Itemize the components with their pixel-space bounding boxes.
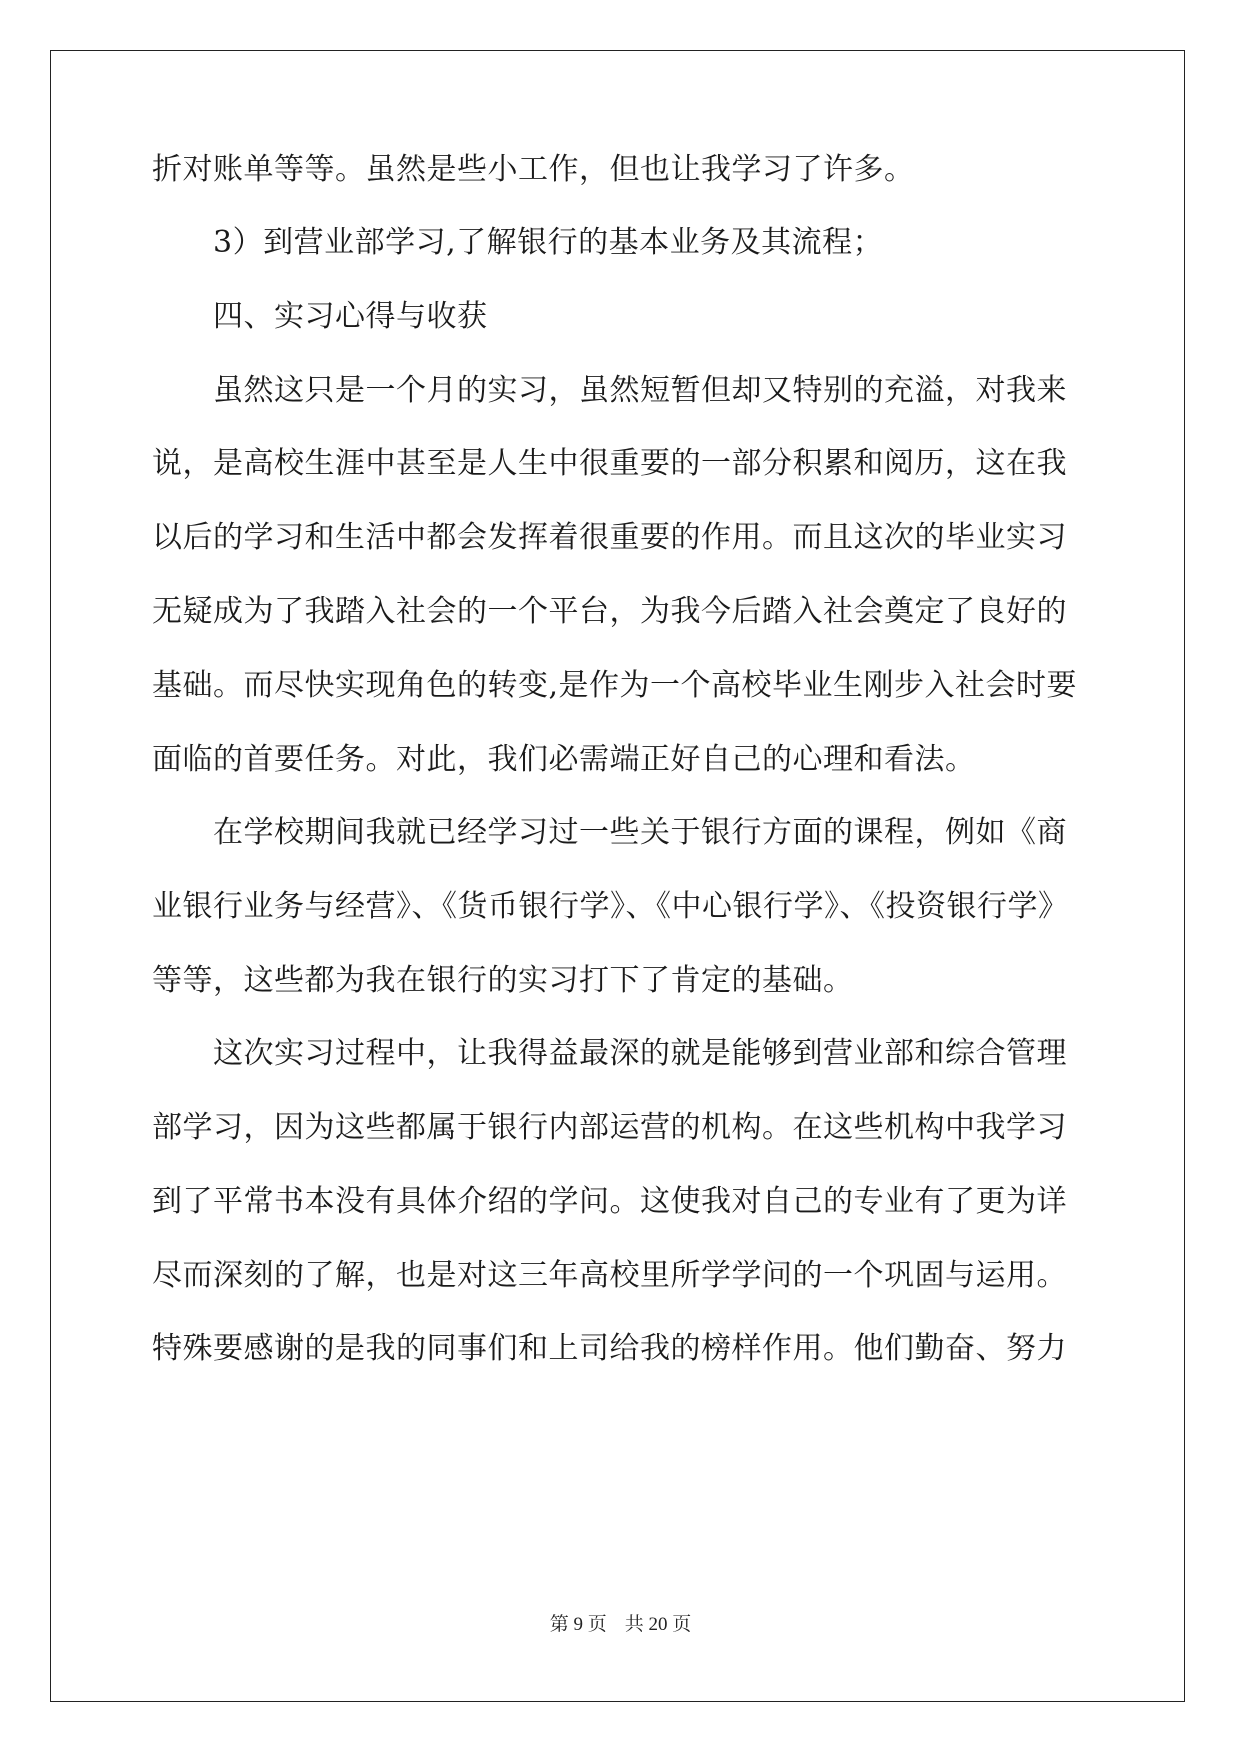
text-line: 在学校期间我就已经学习过一些关于银行方面的课程，例如《商: [213, 815, 1067, 850]
text-line: 部学习，因为这些都属于银行内部运营的机构。在这些机构中我学习: [152, 1110, 1067, 1145]
page-number: 第 9 页: [549, 1614, 607, 1635]
text-line: 尽而深刻的了解，也是对这三年高校里所学学问的一个巩固与运用。: [152, 1258, 1067, 1293]
text-line: 虽然这只是一个月的实习，虽然短暂但却又特别的充溢，对我来: [213, 373, 1067, 408]
text-line: 以后的学习和生活中都会发挥着很重要的作用。而且这次的毕业实习: [152, 520, 1067, 555]
text-line: 等等，这些都为我在银行的实习打下了肯定的基础。: [152, 963, 854, 998]
page-total: 共 20 页: [624, 1614, 692, 1635]
text-line: 3）到营业部学习,了解银行的基本业务及其流程；: [213, 225, 884, 260]
text-line: 基础。而尽快实现角色的转变,是作为一个高校毕业生刚步入社会时要: [152, 668, 1078, 703]
text-line: 这次实习过程中，让我得益最深的就是能够到营业部和综合管理: [213, 1036, 1067, 1071]
text-line: 特殊要感谢的是我的同事们和上司给我的榜样作用。他们勤奋、努力: [152, 1331, 1067, 1366]
text-line: 面临的首要任务。对此，我们必需端正好自己的心理和看法。: [152, 742, 976, 777]
text-line: 折对账单等等。虽然是些小工作，但也让我学习了许多。: [152, 152, 915, 187]
section-heading: 四、实习心得与收获: [213, 299, 488, 334]
text-line: 说，是高校生涯中甚至是人生中很重要的一部分积累和阅历，这在我: [152, 446, 1067, 481]
page-footer: [0, 1612, 1241, 1638]
text-line: 到了平常书本没有具体介绍的学问。这使我对自己的专业有了更为详: [152, 1184, 1067, 1219]
text-line: 无疑成为了我踏入社会的一个平台，为我今后踏入社会奠定了良好的: [152, 594, 1067, 629]
text-line: 业银行业务与经营》、《货币银行学》、《中心银行学》、《投资银行学》: [152, 889, 1069, 924]
